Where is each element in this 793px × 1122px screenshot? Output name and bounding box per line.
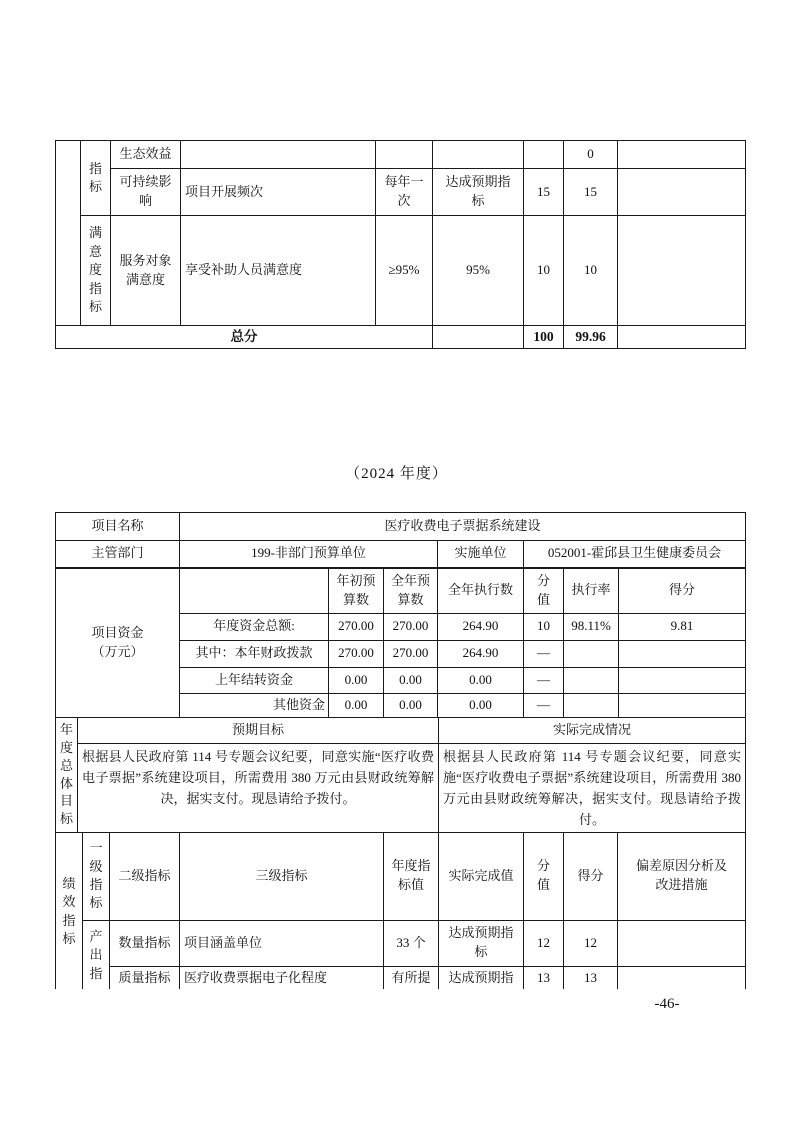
satisfaction-sub-cell: 服务对象满意度 — [111, 216, 181, 326]
level2-header-cell: 二级指标 — [110, 832, 180, 920]
funds-annual: 0.00 — [384, 667, 438, 693]
funds-score: 9.81 — [619, 613, 746, 640]
performance-row-quality — [56, 966, 746, 989]
funds-annual: 270.00 — [384, 613, 438, 640]
impl-label-cell: 实施单位 — [438, 541, 524, 568]
dept-label-cell: 主管部门 — [56, 541, 180, 568]
total-points-cell: 100 — [524, 326, 564, 349]
goals-actual-header-cell: 实际完成情况 — [439, 717, 746, 743]
funds-executed: 264.90 — [438, 640, 524, 667]
empty-cell — [181, 141, 376, 169]
empty-cell — [376, 141, 433, 169]
funds-rate — [564, 640, 619, 667]
goals-expected-header-cell: 预期目标 — [78, 717, 439, 743]
funds-label-cell — [56, 568, 180, 717]
funds-row-label: 其他资金 — [180, 693, 329, 717]
eco-benefit-cell: 生态效益 — [111, 141, 181, 169]
score-cell: 12 — [564, 920, 618, 966]
funds-executed: 0.00 — [438, 667, 524, 693]
annual-goals-section — [55, 717, 746, 833]
empty-cell — [180, 568, 329, 613]
actual-cell: 达成预期指 — [439, 966, 524, 989]
empty-cell — [433, 141, 524, 169]
funds-rate — [564, 667, 619, 693]
deviation-cell — [618, 966, 746, 989]
level3-cell: 项目涵盖单位 — [180, 920, 384, 966]
funds-annual: 0.00 — [384, 693, 438, 717]
impl-value-cell: 052001-霍邱县卫生健康委员会 — [524, 541, 746, 568]
goals-label-cell: 年度总体目标 — [56, 717, 78, 832]
satisfaction-actual-cell: 95% — [433, 216, 524, 326]
category-cell — [81, 141, 111, 216]
project-name-label-cell: 项目名称 — [56, 513, 180, 541]
points-cell: 12 — [524, 920, 564, 966]
funds-header-initial: 年初预算数 — [329, 568, 384, 613]
satisfaction-points-cell: 10 — [524, 216, 564, 326]
project-name-value-cell: 医疗收费电子票据系统建设 — [180, 513, 746, 541]
funds-points: — — [524, 667, 564, 693]
empty-cell — [618, 141, 746, 169]
deviation-cell — [618, 920, 746, 966]
sustain-points-cell: 15 — [524, 169, 564, 216]
actual-header-cell: 实际完成值 — [439, 832, 524, 920]
target-cell: 有所提 — [384, 966, 439, 989]
sustain-indicator-cell: 项目开展频次 — [181, 169, 376, 216]
eco-score-cell: 0 — [564, 141, 618, 169]
funds-row-label: 年度资金总额: — [180, 613, 329, 640]
funds-label-line1: 项目资金 — [91, 624, 144, 640]
funds-header-points: 分值 — [524, 568, 564, 613]
sustain-cell: 可持续影响 — [111, 169, 181, 216]
satisfaction-target-cell: ≥95% — [376, 216, 433, 326]
year-title: （2024 年度） — [345, 466, 448, 482]
target-cell: 33 个 — [384, 920, 439, 966]
points-cell: 13 — [524, 966, 564, 989]
level3-cell: 医疗收费票据电子化程度 — [180, 966, 384, 989]
performance-section — [55, 832, 746, 990]
funds-header-executed: 全年执行数 — [438, 568, 524, 613]
funds-points: — — [524, 693, 564, 717]
funds-points: 10 — [524, 613, 564, 640]
funds-rate: 98.11% — [564, 613, 619, 640]
funds-header-rate: 执行率 — [564, 568, 619, 613]
funds-initial: 0.00 — [329, 693, 384, 717]
performance-row-quantity — [56, 920, 746, 966]
level1-header-cell: 一级指标 — [83, 832, 110, 920]
funds-score — [619, 667, 746, 693]
previous-year-indicator-table — [55, 140, 746, 349]
sustain-score-cell: 15 — [564, 169, 618, 216]
page-number: -46- — [654, 996, 680, 1012]
funds-label-line2: （万元） — [91, 643, 144, 659]
level1-output-cell: 产出指 — [83, 920, 110, 989]
funds-header-annual: 全年预算数 — [384, 568, 438, 613]
funds-row-label: 其中：本年财政拨款 — [180, 640, 329, 667]
total-score-cell: 99.96 — [564, 326, 618, 349]
continuation-spacer-cell — [56, 141, 81, 326]
target-header-cell: 年度指标值 — [384, 832, 439, 920]
funds-points: — — [524, 640, 564, 667]
project-info-section — [55, 512, 746, 569]
funds-initial: 270.00 — [329, 640, 384, 667]
sustain-target-cell: 每年一次 — [376, 169, 433, 216]
empty-cell — [618, 169, 746, 216]
category-label: 指标 — [88, 160, 102, 194]
level3-header-cell: 三级指标 — [180, 832, 384, 920]
funds-executed: 0.00 — [438, 693, 524, 717]
total-label-cell: 总分 — [56, 326, 433, 349]
empty-cell — [433, 326, 524, 349]
funds-score — [619, 640, 746, 667]
satisfaction-indicator-cell: 享受补助人员满意度 — [181, 216, 376, 326]
actual-cell: 达成预期指标 — [439, 920, 524, 966]
performance-label-cell: 绩效指标 — [56, 832, 83, 989]
level2-cell: 数量指标 — [110, 920, 180, 966]
funds-executed: 264.90 — [438, 613, 524, 640]
deviation-header-cell: 偏差原因分析及改进措施 — [618, 832, 746, 920]
empty-cell — [618, 216, 746, 326]
goals-actual-text-cell: 根据县人民政府第 114 号专题会议纪要，同意实施“医疗收费电子票据”系统建设项目，所需费用 380 万元由县财政统筹解决，据实支付。现恳请给予拨付。 — [439, 743, 746, 832]
goals-expected-text-cell: 根据县人民政府第 114 号专题会议纪要，同意实施“医疗收费电子票据”系统建设项目，所需费用 380 万元由县财政统筹解决，据实支付。现恳请给予拨付。 — [78, 743, 439, 832]
funds-initial: 270.00 — [329, 613, 384, 640]
funds-header-score: 得分 — [619, 568, 746, 613]
score-header-cell: 得分 — [564, 832, 618, 920]
points-header-cell: 分值 — [524, 832, 564, 920]
project-funds-section — [55, 568, 746, 718]
sustain-actual-cell: 达成预期指标 — [433, 169, 524, 216]
funds-score — [619, 693, 746, 717]
empty-cell — [524, 141, 564, 169]
satisfaction-category-cell: 满意度指标 — [81, 216, 111, 326]
empty-cell — [618, 326, 746, 349]
funds-rate — [564, 693, 619, 717]
funds-annual: 270.00 — [384, 640, 438, 667]
level2-cell: 质量指标 — [110, 966, 180, 989]
score-cell: 13 — [564, 966, 618, 989]
dept-value-cell: 199-非部门预算单位 — [180, 541, 438, 568]
satisfaction-score-cell: 10 — [564, 216, 618, 326]
project-evaluation-table — [55, 512, 747, 989]
funds-initial: 0.00 — [329, 667, 384, 693]
funds-row-label: 上年结转资金 — [180, 667, 329, 693]
